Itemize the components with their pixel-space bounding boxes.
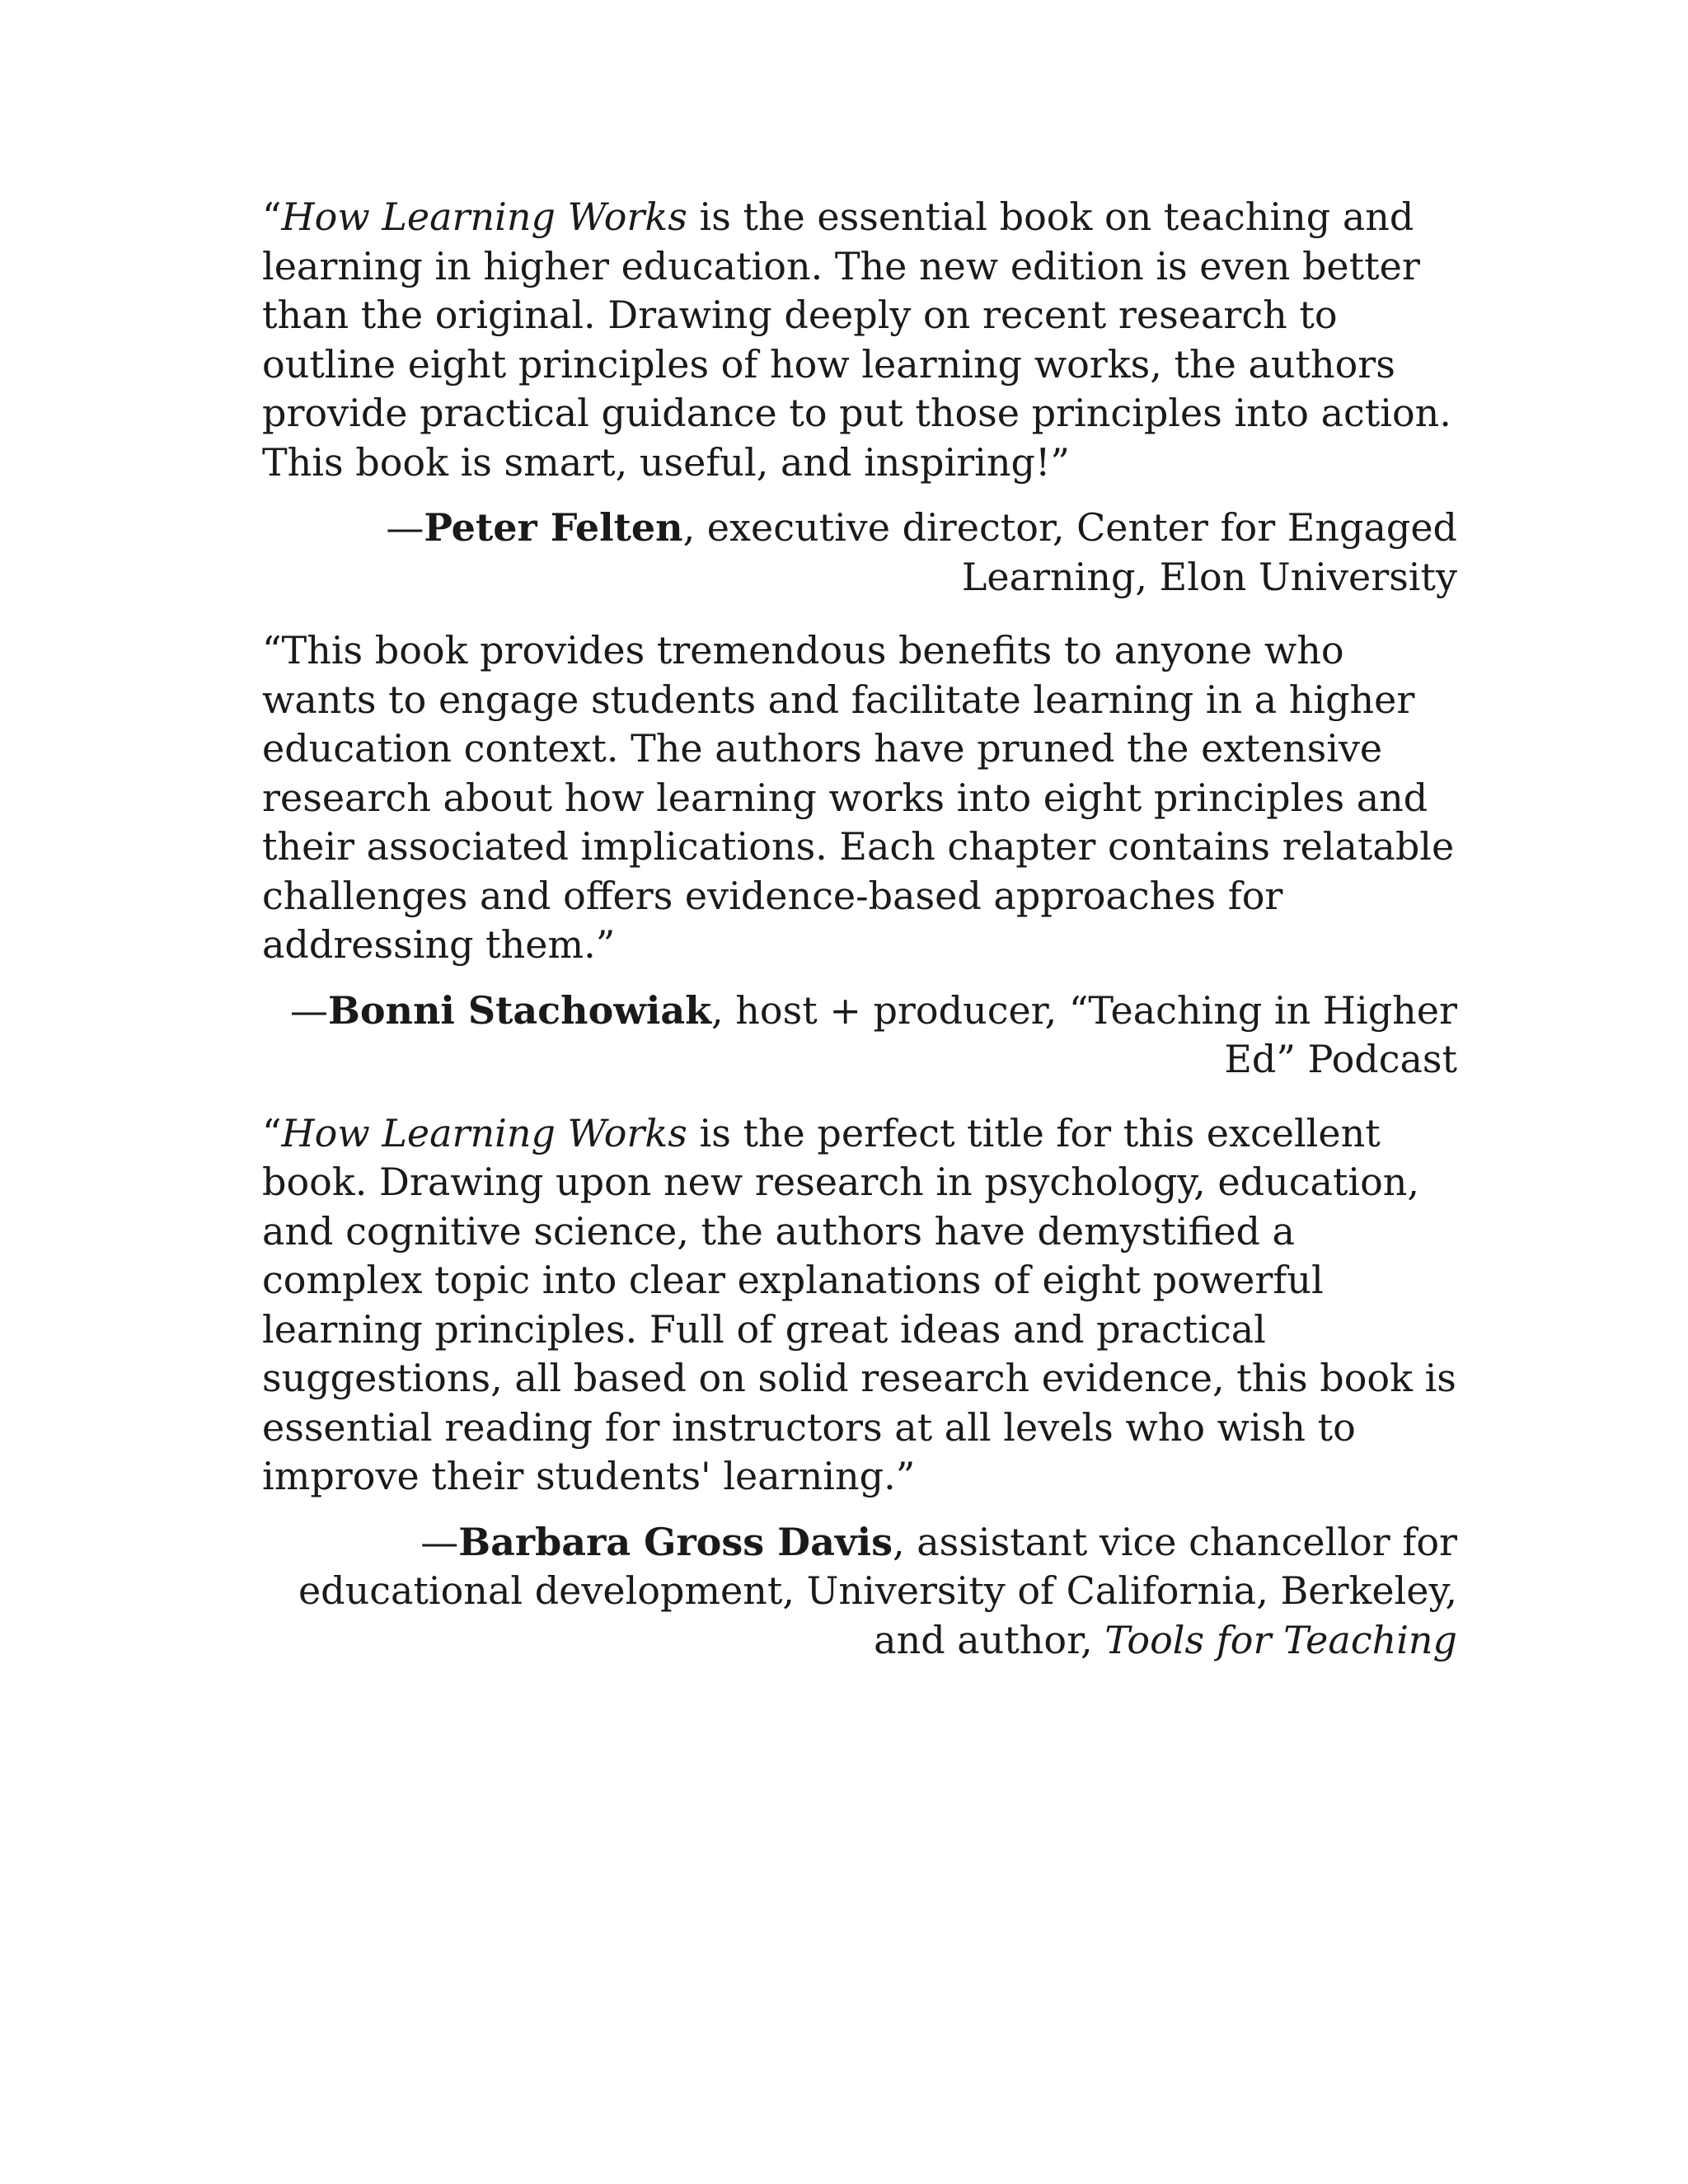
endorser-role: , host + producer, “Teaching in Higher Ed” Podcast: [711, 987, 1457, 1081]
endorser-name: Barbara Gross Davis: [458, 1519, 893, 1564]
blurb-attribution-3: [262, 1518, 1457, 1666]
attribution-dash: —: [289, 987, 328, 1033]
quote-text: is the essential book on teaching and learning in higher education. The new edition is even better than the original. Drawing deeply on recent research to outline eight principles of how learning works, the authors provide practical guidance to put those principles into action. This book is smart, useful, and inspiring!”: [262, 194, 1451, 485]
attribution-dash: —: [420, 1519, 459, 1564]
blurb-quote-2: [262, 626, 1457, 970]
blurb-attribution-1: [262, 504, 1457, 602]
endorser-name: Peter Felten: [424, 505, 683, 550]
quote-text: “This book provides tremendous benefits to anyone who wants to engage students and facilitate learning in a higher education context. The authors have pruned the extensive research about how learning works into eight principles and their associated implications. Each chapter contains relatable challenges and offers evidence-based approaches for addressing them.”: [262, 628, 1455, 967]
endorser-role: , executive director, Center for Engaged Learning, Elon University: [682, 505, 1457, 599]
blurb-quote-1: [262, 193, 1457, 487]
blurb-quote-3: [262, 1109, 1457, 1502]
praise-page: [262, 193, 1457, 1690]
quote-text: is the perfect title for this excellent book. Drawing upon new research in psychology, education, and cognitive science, the authors have demystified a complex topic into clear explanations of eight powerful learning principles. Full of great ideas and practical suggestions, all based on solid research evidence, this book is essential reading for instructors at all levels who wish to improve their students' learning.”: [262, 1110, 1456, 1498]
attribution-dash: —: [386, 505, 424, 550]
book-title: How Learning Works: [281, 194, 687, 239]
endorser-book-title: Tools for Teaching: [1104, 1617, 1457, 1662]
blurb-attribution-2: [262, 987, 1457, 1085]
quote-open-mark: “: [262, 1110, 282, 1155]
book-title: How Learning Works: [281, 1110, 687, 1155]
endorser-name: Bonni Stachowiak: [327, 987, 712, 1033]
endorser-role: , assistant vice chancellor for educational development, University of California, Berkeley, and author,: [298, 1519, 1457, 1662]
quote-open-mark: “: [262, 194, 282, 239]
